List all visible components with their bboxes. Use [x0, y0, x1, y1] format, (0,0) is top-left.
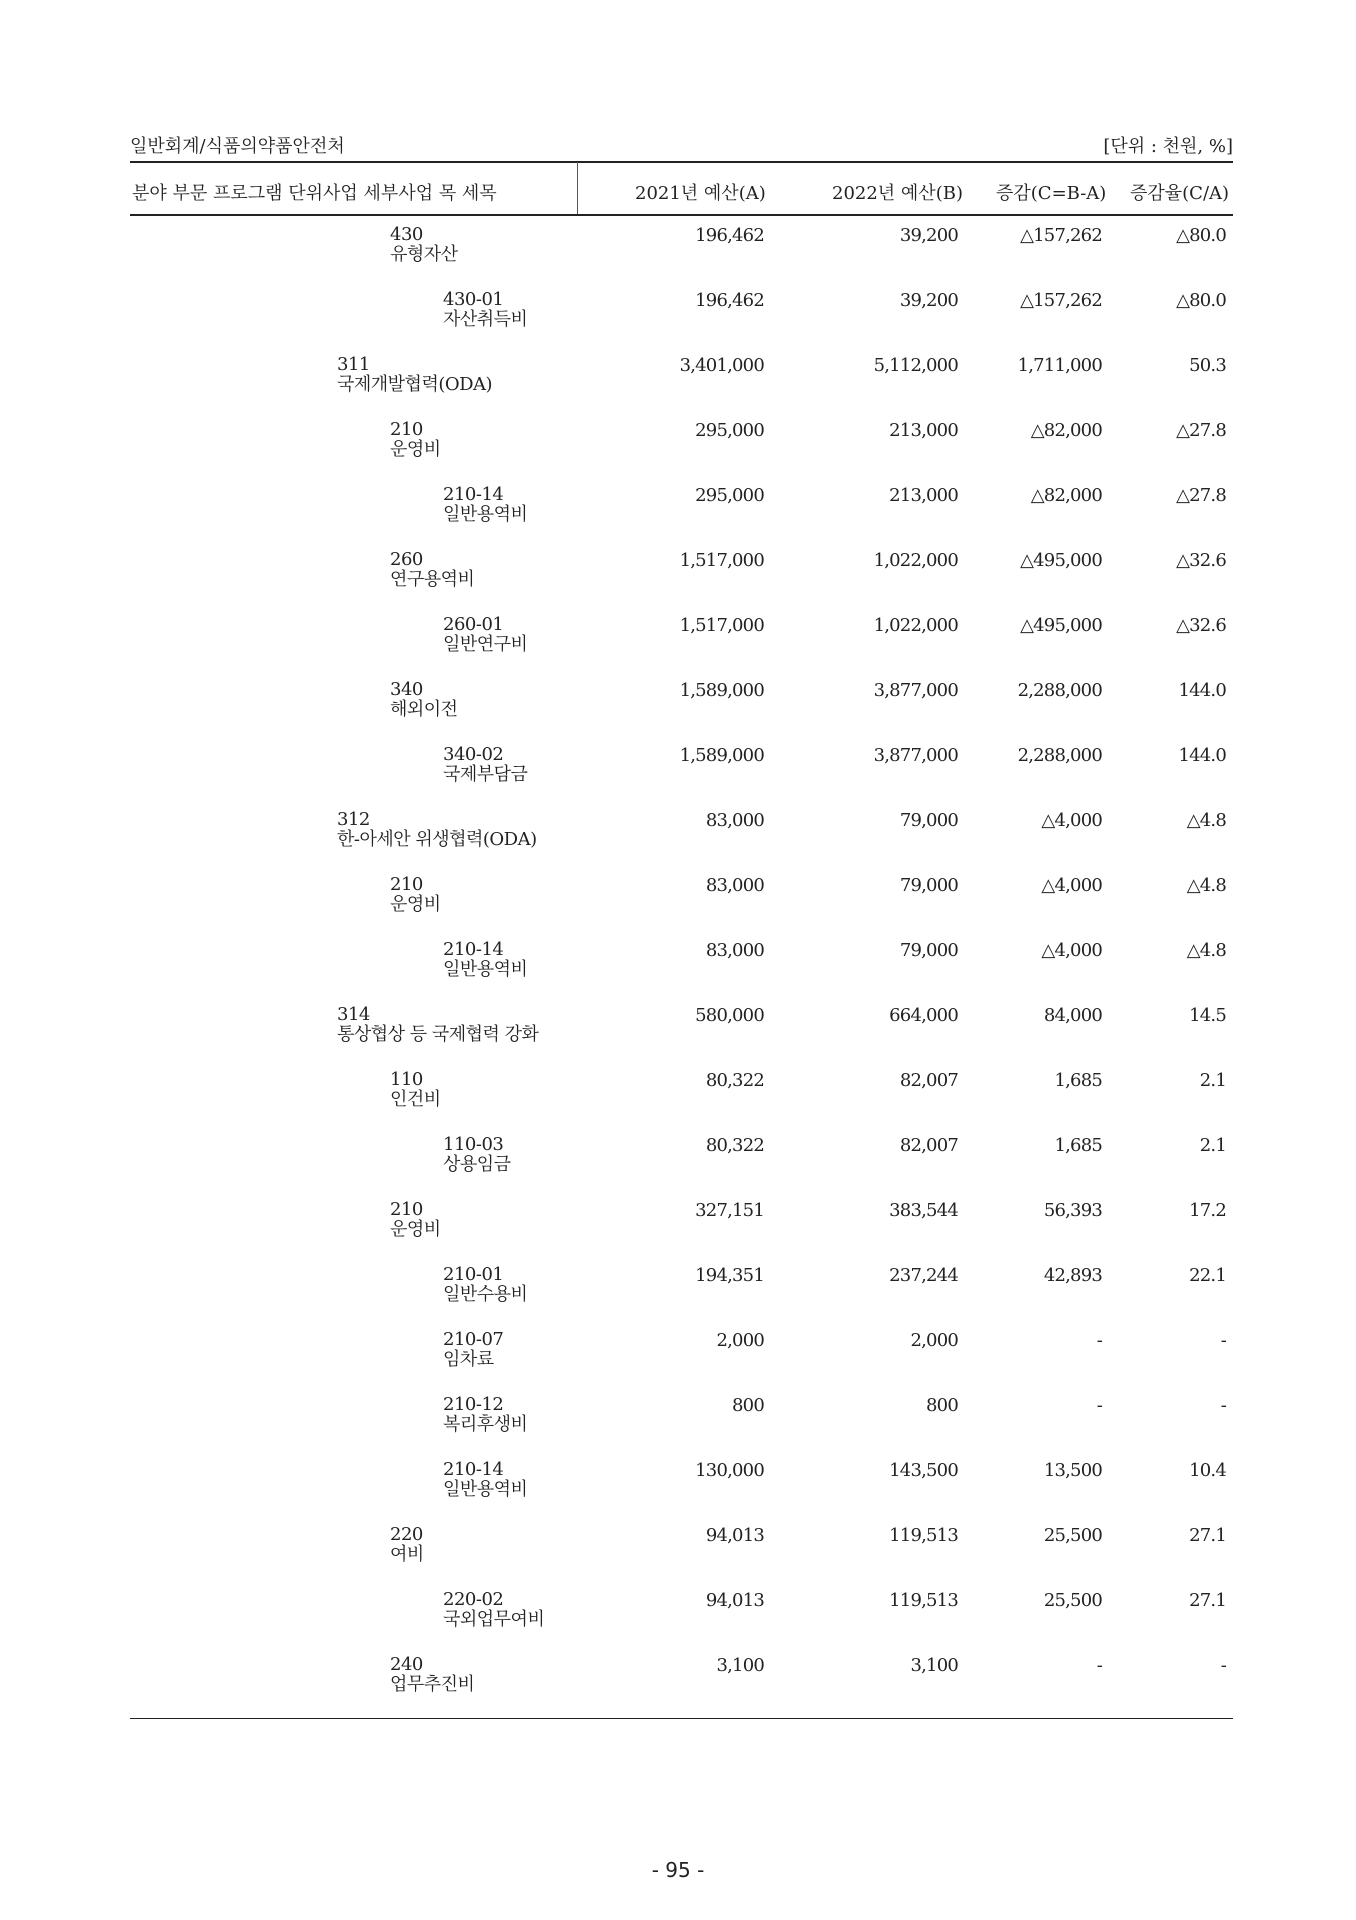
row-value-2021: 130,000	[695, 1460, 764, 1481]
row-code: 210-12	[443, 1394, 504, 1415]
row-code: 312	[337, 809, 370, 830]
row-value-2021: 800	[732, 1395, 764, 1416]
row-value-2021: 3,401,000	[679, 355, 764, 376]
row-change-rate: 2.1	[1199, 1070, 1226, 1091]
row-change-rate: △4.8	[1186, 940, 1226, 961]
row-code: 210	[390, 419, 423, 440]
row-value-2022: 119,513	[889, 1525, 958, 1546]
row-code: 210	[390, 1199, 423, 1220]
row-value-2021: 94,013	[705, 1525, 764, 1546]
row-name: 일반용역비	[443, 504, 528, 525]
table-row	[0, 1327, 1356, 1392]
table-row	[0, 547, 1356, 612]
row-change-rate: △4.8	[1186, 875, 1226, 896]
row-change: △495,000	[1020, 550, 1102, 571]
table-row	[0, 677, 1356, 742]
row-name: 연구용역비	[390, 569, 475, 590]
row-name: 복리후생비	[443, 1414, 528, 1435]
header-bottom-rule	[130, 214, 1233, 216]
row-code: 210-14	[443, 939, 504, 960]
row-value-2021: 295,000	[695, 485, 764, 506]
row-value-2021: 80,322	[705, 1070, 764, 1091]
row-name: 일반용역비	[443, 1479, 528, 1500]
row-name: 자산취득비	[443, 309, 528, 330]
budget-table-body	[0, 222, 1356, 1717]
row-change-rate: 10.4	[1189, 1460, 1226, 1481]
row-code: 430	[390, 224, 423, 245]
row-value-2021: 83,000	[705, 875, 764, 896]
row-name: 운영비	[390, 439, 441, 460]
row-value-2021: 1,517,000	[679, 550, 764, 571]
table-row	[0, 1652, 1356, 1717]
row-label	[443, 1395, 527, 1435]
row-code: 110-03	[443, 1134, 504, 1155]
row-change-rate: 27.1	[1189, 1525, 1226, 1546]
row-change: △4,000	[1041, 875, 1102, 896]
page-number: - 95 -	[651, 1858, 705, 1882]
row-value-2022: 800	[926, 1395, 958, 1416]
row-label	[443, 485, 527, 525]
row-value-2022: 1,022,000	[873, 615, 958, 636]
row-code: 311	[337, 354, 370, 375]
row-change-rate: -	[1220, 1330, 1226, 1351]
col-header-2021: 2021년 예산(A)	[635, 183, 766, 204]
row-code: 340	[390, 679, 423, 700]
table-bottom-rule	[130, 1718, 1233, 1719]
row-change: 1,685	[1054, 1070, 1102, 1091]
row-value-2021: 327,151	[695, 1200, 764, 1221]
row-change: △4,000	[1041, 940, 1102, 961]
row-code: 210-14	[443, 484, 504, 505]
row-change: -	[1096, 1655, 1102, 1676]
row-label	[443, 1590, 544, 1630]
row-change: -	[1096, 1330, 1102, 1351]
row-label	[390, 1655, 474, 1695]
row-value-2021: 580,000	[695, 1005, 764, 1026]
row-change-rate: 22.1	[1189, 1265, 1226, 1286]
row-name: 일반용역비	[443, 959, 528, 980]
row-code: 210-14	[443, 1459, 504, 1480]
row-value-2022: 79,000	[899, 940, 958, 961]
row-code: 430-01	[443, 289, 504, 310]
row-code: 210-01	[443, 1264, 504, 1285]
row-change: △157,262	[1020, 290, 1102, 311]
table-row	[0, 1067, 1356, 1132]
row-change-rate: △80.0	[1176, 290, 1226, 311]
table-row	[0, 287, 1356, 352]
row-change: 25,500	[1043, 1590, 1102, 1611]
row-value-2021: 196,462	[695, 225, 764, 246]
row-value-2021: 295,000	[695, 420, 764, 441]
row-change-rate: △4.8	[1186, 810, 1226, 831]
row-name: 일반연구비	[443, 634, 528, 655]
row-change-rate: 27.1	[1189, 1590, 1226, 1611]
row-value-2021: 1,517,000	[679, 615, 764, 636]
table-row	[0, 482, 1356, 547]
table-row	[0, 612, 1356, 677]
row-value-2021: 3,100	[716, 1655, 764, 1676]
row-change: -	[1096, 1395, 1102, 1416]
row-name: 해외이전	[390, 699, 458, 720]
row-name: 국제부담금	[443, 764, 528, 785]
row-name: 유형자산	[390, 244, 458, 265]
row-value-2022: 39,200	[899, 225, 958, 246]
header-column-separator	[577, 162, 578, 214]
row-name: 통상협상 등 국제협력 강화	[337, 1024, 539, 1045]
row-label	[443, 745, 527, 785]
table-row	[0, 807, 1356, 872]
row-change-rate: 14.5	[1189, 1005, 1226, 1026]
row-label	[443, 940, 527, 980]
row-change: 2,288,000	[1017, 680, 1102, 701]
row-label	[390, 1070, 441, 1110]
row-value-2022: 237,244	[889, 1265, 958, 1286]
row-label	[443, 615, 527, 655]
col-header-2022: 2022년 예산(B)	[832, 183, 963, 204]
row-value-2022: 39,200	[899, 290, 958, 311]
row-value-2022: 2,000	[910, 1330, 958, 1351]
row-change-rate: △80.0	[1176, 225, 1226, 246]
col-header-change-rate: 증감율(C/A)	[1130, 183, 1230, 204]
row-change-rate: -	[1220, 1655, 1226, 1676]
table-row	[0, 352, 1356, 417]
row-change: 56,393	[1043, 1200, 1102, 1221]
row-change-rate: 2.1	[1199, 1135, 1226, 1156]
row-label	[443, 1460, 527, 1500]
table-top-rule	[130, 161, 1233, 163]
row-name: 국외업무여비	[443, 1609, 545, 1630]
table-row	[0, 1197, 1356, 1262]
row-value-2022: 213,000	[889, 420, 958, 441]
row-label	[390, 550, 474, 590]
row-change: △157,262	[1020, 225, 1102, 246]
row-value-2021: 83,000	[705, 940, 764, 961]
row-value-2021: 83,000	[705, 810, 764, 831]
row-label	[390, 225, 458, 265]
row-value-2022: 119,513	[889, 1590, 958, 1611]
table-row	[0, 742, 1356, 807]
col-header-change: 증감(C=B-A)	[996, 183, 1107, 204]
row-code: 260	[390, 549, 423, 570]
row-change: 84,000	[1043, 1005, 1102, 1026]
row-value-2022: 3,877,000	[873, 745, 958, 766]
table-row	[0, 1132, 1356, 1197]
table-row	[0, 1457, 1356, 1522]
row-change: △495,000	[1020, 615, 1102, 636]
row-code: 340-02	[443, 744, 504, 765]
row-value-2021: 2,000	[716, 1330, 764, 1351]
row-code: 220-02	[443, 1589, 504, 1610]
row-name: 인건비	[390, 1089, 441, 1110]
row-label	[337, 1005, 538, 1045]
page-header	[130, 132, 1233, 158]
row-value-2022: 5,112,000	[873, 355, 958, 376]
row-value-2022: 664,000	[889, 1005, 958, 1026]
row-value-2022: 79,000	[899, 875, 958, 896]
row-code: 210	[390, 874, 423, 895]
row-label	[390, 1525, 424, 1565]
row-change-rate: △27.8	[1176, 420, 1226, 441]
row-change: 1,711,000	[1017, 355, 1102, 376]
row-name: 운영비	[390, 894, 441, 915]
row-name: 여비	[390, 1544, 424, 1565]
row-label	[337, 810, 537, 850]
table-row	[0, 872, 1356, 937]
row-label	[390, 420, 441, 460]
row-value-2022: 1,022,000	[873, 550, 958, 571]
row-label	[390, 1200, 441, 1240]
department-title: 일반회계/식품의약품안전처	[130, 136, 345, 157]
row-change-rate: 144.0	[1178, 680, 1226, 701]
row-code: 110	[390, 1069, 423, 1090]
row-change: 1,685	[1054, 1135, 1102, 1156]
table-row	[0, 1002, 1356, 1067]
row-value-2021: 80,322	[705, 1135, 764, 1156]
table-row	[0, 417, 1356, 482]
row-value-2022: 3,877,000	[873, 680, 958, 701]
row-name: 한-아세안 위생협력(ODA)	[337, 829, 537, 850]
row-value-2021: 196,462	[695, 290, 764, 311]
row-value-2022: 383,544	[889, 1200, 958, 1221]
unit-note: [단위 : 천원, %]	[1103, 136, 1233, 157]
row-label	[443, 1135, 511, 1175]
row-label	[337, 355, 492, 395]
row-value-2021: 194,351	[695, 1265, 764, 1286]
row-label	[390, 875, 441, 915]
row-label	[443, 1330, 503, 1370]
row-change-rate: 50.3	[1189, 355, 1226, 376]
row-change-rate: △32.6	[1176, 550, 1226, 571]
row-name: 업무추진비	[390, 1674, 475, 1695]
row-change: △4,000	[1041, 810, 1102, 831]
row-change-rate: △32.6	[1176, 615, 1226, 636]
row-name: 임차료	[443, 1349, 494, 1370]
row-value-2022: 82,007	[899, 1135, 958, 1156]
row-value-2022: 79,000	[899, 810, 958, 831]
table-row	[0, 1392, 1356, 1457]
row-change: 2,288,000	[1017, 745, 1102, 766]
row-change: 42,893	[1043, 1265, 1102, 1286]
row-code: 260-01	[443, 614, 504, 635]
row-name: 일반수용비	[443, 1284, 528, 1305]
row-change: △82,000	[1030, 420, 1102, 441]
row-name: 상용임금	[443, 1154, 511, 1175]
row-code: 314	[337, 1004, 370, 1025]
row-name: 운영비	[390, 1219, 441, 1240]
row-value-2022: 213,000	[889, 485, 958, 506]
row-value-2021: 1,589,000	[679, 680, 764, 701]
row-change-rate: 144.0	[1178, 745, 1226, 766]
row-label	[390, 680, 458, 720]
col-header-category: 분야 부문 프로그램 단위사업 세부사업 목 세목	[132, 183, 497, 204]
table-row	[0, 1587, 1356, 1652]
table-row	[0, 1262, 1356, 1327]
row-change: △82,000	[1030, 485, 1102, 506]
row-change-rate: -	[1220, 1395, 1226, 1416]
row-value-2022: 143,500	[889, 1460, 958, 1481]
row-code: 240	[390, 1654, 423, 1675]
row-code: 220	[390, 1524, 423, 1545]
row-value-2021: 94,013	[705, 1590, 764, 1611]
table-row	[0, 222, 1356, 287]
row-name: 국제개발협력(ODA)	[337, 374, 493, 395]
row-code: 210-07	[443, 1329, 504, 1350]
row-value-2022: 3,100	[910, 1655, 958, 1676]
row-value-2021: 1,589,000	[679, 745, 764, 766]
row-label	[443, 1265, 527, 1305]
table-row	[0, 1522, 1356, 1587]
row-change-rate: △27.8	[1176, 485, 1226, 506]
row-label	[443, 290, 527, 330]
row-value-2022: 82,007	[899, 1070, 958, 1091]
row-change: 25,500	[1043, 1525, 1102, 1546]
row-change-rate: 17.2	[1189, 1200, 1226, 1221]
row-change: 13,500	[1043, 1460, 1102, 1481]
table-row	[0, 937, 1356, 1002]
